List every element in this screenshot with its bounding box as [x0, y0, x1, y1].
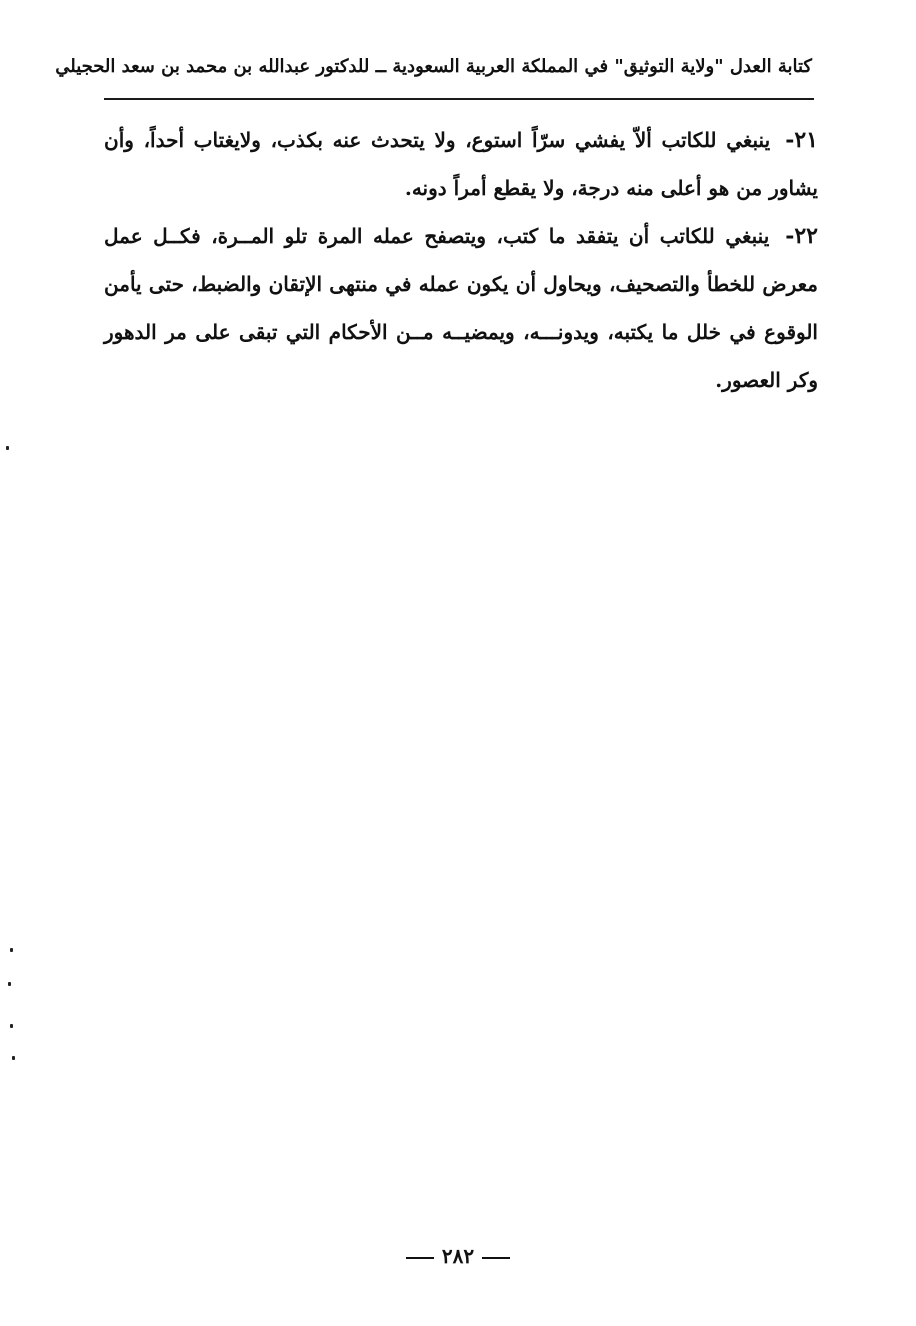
header-rule [104, 98, 814, 100]
dash-right [406, 1257, 434, 1259]
margin-speck [10, 1024, 13, 1028]
item-text: ينبغي للكاتب ألاّ يفشي سرّاً استوع، ولا يتحدث عنه بكذب، ولايغتاب أحداً، وأن يشاور من هو أعلى منه درجة، ولا يقطع أمراً دونه. [104, 128, 818, 200]
margin-speck [12, 1056, 15, 1060]
margin-speck [8, 982, 11, 986]
body-text [104, 116, 818, 404]
dash-left [482, 1257, 510, 1259]
item-number: ٢١- [785, 127, 818, 153]
item-number: ٢٢- [785, 223, 818, 249]
margin-speck [6, 446, 9, 450]
list-item [104, 116, 818, 212]
margin-speck [10, 948, 13, 952]
running-header: كتابة العدل "ولاية التوثيق" في المملكة العربية السعودية ــ للدكتور عبدالله بن محمد بن سعد الحجيلي [55, 56, 812, 77]
item-text: ينبغي للكاتب أن يتفقد ما كتب، ويتصفح عمله المرة تلو المــرة، فكــل عمل معرض للخطأ والتصحيف، ويحاول أن يكون عمله في منتهى الإتقان والضبط، حتى يأمن الوقوع في خلل ما يكتبه، ويدونـــه، ويمضيــه مــن الأحكام التي تبقى على مر الدهور وكر العصور. [104, 224, 818, 392]
page-number-text: ٢٨٢ [441, 1244, 475, 1268]
list-item [104, 212, 818, 404]
page-number [0, 1244, 916, 1268]
